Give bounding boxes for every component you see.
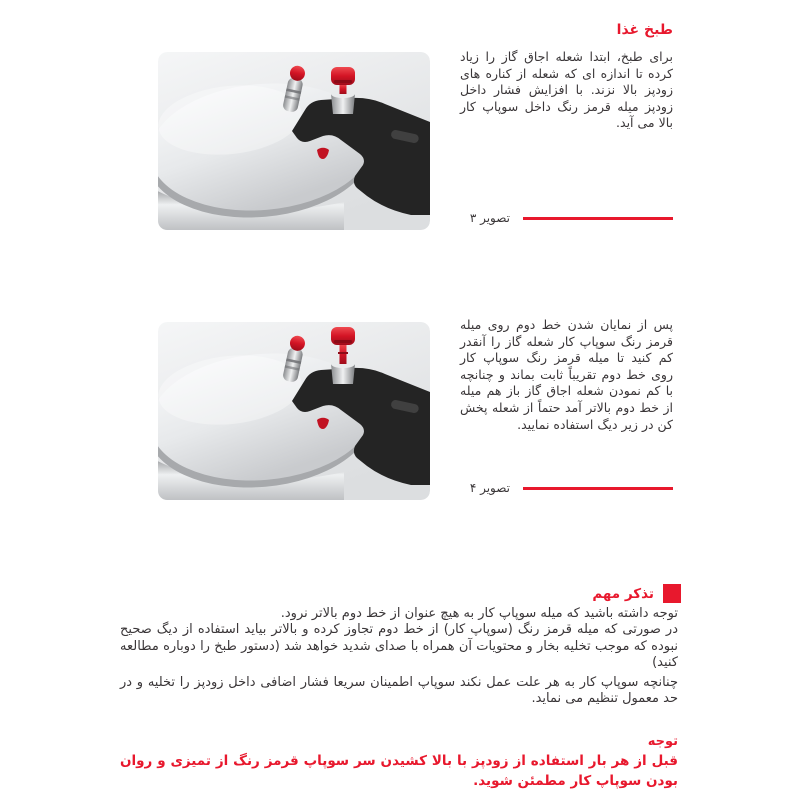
figure-3-caption-row <box>460 211 673 225</box>
figure-3-photo <box>158 52 430 230</box>
cooking-paragraph-2: پس از نمایان شدن خط دوم روی میله قرمز رنگ سوپاپ کار شعله گاز را آنقدر کم کنید تا میله قرمز رنگ سوپاپ کار روی خط دوم تقریباً ثابت بماند و چنانچه با کم نمودن شعله اجاق گاز باز هم میله از خط دوم بالاتر آمد حتماً از شعله پخش کن در زیر دیگ استفاده نمایید. <box>460 317 673 432</box>
notice-paragraph-1: توجه داشته باشید که میله سوپاپ کار به هیچ عنوان از خط دوم بالاتر نرود. <box>280 606 678 621</box>
red-square-marker-icon <box>663 584 681 603</box>
figure-3-caption: تصویر ۳ <box>469 211 510 225</box>
figure-4-caption: تصویر ۴ <box>469 481 510 495</box>
attention-heading: توجه <box>647 734 678 749</box>
figure-4-caption-line <box>523 487 673 490</box>
pressure-cooker-illustration <box>158 322 430 500</box>
pressure-cooker-illustration <box>158 52 430 230</box>
notice-heading-row <box>592 584 681 603</box>
attention-paragraph: قبل از هر بار استفاده از زودپز با بالا کشیدن سر سوپاپ قرمز رنگ از تمیزی و روان بودن سوپاپ کار مطمئن شوید. <box>120 753 678 789</box>
notice-paragraph-3: چنانچه سوپاپ کار به هر علت عمل نکند سوپاپ اطمینان سریعا فشار اضافی داخل زودپز را تخلیه و در حد معمول تنظیم می نماید. <box>120 675 678 707</box>
figure-3-caption-line <box>523 217 673 220</box>
notice-paragraph-2: در صورتی که میله قرمز رنگ (سوپاپ کار) از خط دوم تجاوز کرده و بالاتر بیاید استفاده از دیگ صحیح نبوده که موجب تخلیه بخار و محتویات آن همراه با صدای شدید خواهد شد (دستور طبخ را دوباره مطالعه کنید) <box>120 622 678 670</box>
figure-4-photo <box>158 322 430 500</box>
cooking-paragraph-1: برای طبخ، ابتدا شعله اجاق گاز را زیاد کرده تا اندازه ای که شعله از کناره های زودپز بالا نزند. با افزایش فشار داخل زودپز میله قرمز رنگ داخل سوپاپ کار بالا می آید. <box>460 49 673 131</box>
notice-paragraph-block-1 <box>120 606 678 671</box>
notice-heading: تذکر مهم <box>592 585 654 602</box>
cooking-section-heading: طبخ غذا <box>616 22 673 38</box>
figure-4-caption-row <box>460 481 673 495</box>
